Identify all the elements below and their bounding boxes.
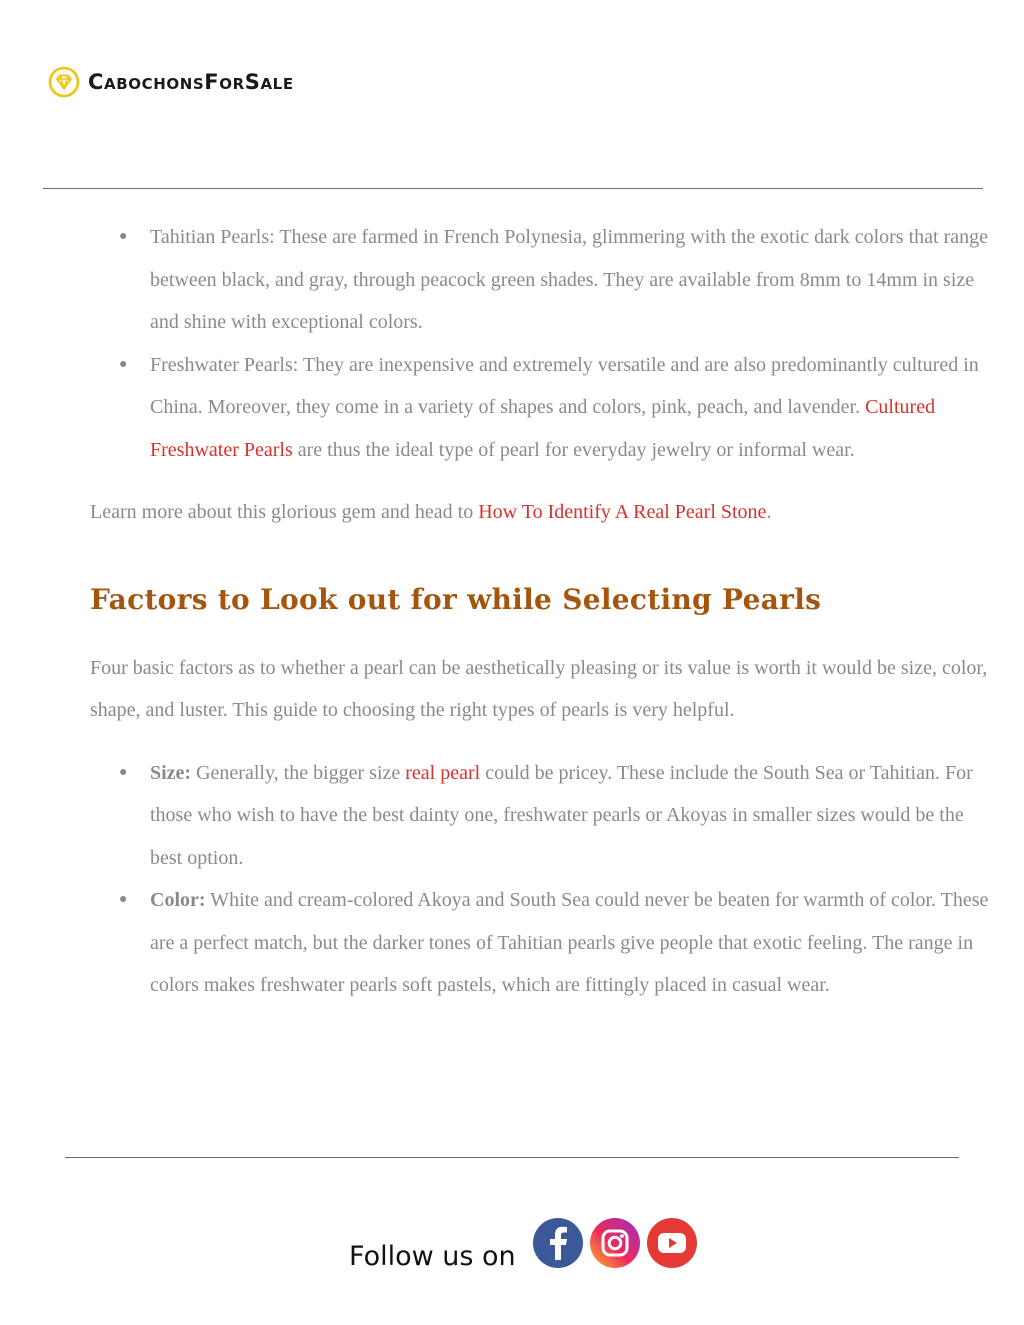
facebook-icon[interactable] <box>532 1217 584 1269</box>
cultured-freshwater-pearls-link[interactable]: Cultured Freshwater Pearls <box>150 396 936 461</box>
instagram-icon[interactable] <box>589 1217 641 1269</box>
section-heading: Factors to Look out for while Selecting Pearls <box>90 582 822 616</box>
pearl-types-list <box>90 216 1000 471</box>
bottom-divider <box>65 1157 959 1158</box>
factors-list <box>90 752 1000 1007</box>
brand-name: CabochonsForSale <box>88 70 294 94</box>
list-item-freshwater <box>150 344 1000 472</box>
top-divider <box>43 188 983 189</box>
size-text: Generally, the bigger size <box>191 761 406 784</box>
brand-logo[interactable] <box>48 66 294 98</box>
diamond-logo-icon <box>48 66 80 98</box>
social-links <box>532 1217 703 1269</box>
color-text: White and cream-colored Akoya and South Sea could never be beaten for warmth of color. These are a perfect match, but the darker tones of Tahitian pearls give people that exotic feeling. The range in colors makes freshwater pearls soft pastels, which are fittingly placed in casual wear. <box>150 889 989 996</box>
real-pearl-link[interactable]: real pearl <box>405 761 481 784</box>
list-item-tahitian <box>150 216 1000 344</box>
identify-real-pearl-link[interactable]: How To Identify A Real Pearl Stone <box>478 501 767 523</box>
color-label: Color: <box>150 889 206 911</box>
follow-us-text: Follow us on <box>349 1241 516 1272</box>
follow-us <box>349 1217 703 1272</box>
list-item-size <box>150 752 1000 880</box>
tahitian-text: Tahitian Pearls: These are farmed in French Polynesia, glimmering with the exotic dark colors that range between black, and gray, through peacock green shades. They are available from 8mm to 14mm in size and shine with exceptional colors. <box>150 226 988 333</box>
list-item-color <box>150 879 1000 1007</box>
youtube-icon[interactable] <box>646 1217 698 1269</box>
factors-intro: Four basic factors as to whether a pearl can be aesthetically pleasing or its value is worth it would be size, color, shape, and luster. This guide to choosing the right types of pearls is very helpful. <box>90 656 988 721</box>
learn-more-text: Learn more about this glorious gem and head to <box>90 501 479 523</box>
size-text-end: could be pricey. These include the South Sea or Tahitian. For those who wish to have the best dainty one, freshwater pearls or Akoyas in smaller sizes would be the best option. <box>150 761 973 869</box>
freshwater-text: Freshwater Pearls: They are inexpensive and extremely versatile and are also predominantly cultured in China. Moreover, they come in a variety of shapes and colors, pink, peach, and lavender. <box>150 353 979 418</box>
size-label: Size: <box>150 761 192 784</box>
learn-more-paragraph <box>90 491 1000 534</box>
article-body <box>90 216 1000 1007</box>
learn-more-end: . <box>766 501 772 523</box>
freshwater-text-end: are thus the ideal type of pearl for everyday jewelry or informal wear. <box>292 438 855 461</box>
